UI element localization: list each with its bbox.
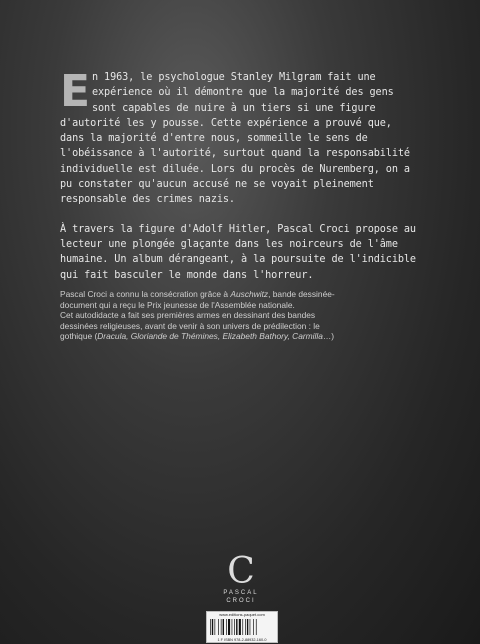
bio-text: Cet autodidacte a fait ses premières armes en dessinant des bandes dessinées religieuses, avant de venir à son univers de prédilection : le gothique (	[60, 310, 320, 342]
drop-cap: E	[60, 66, 90, 117]
synopsis-text-1: n 1963, le psychologue Stanley Milgram fait une expérience où il démontre que la majorité des gens sont capables de nuire à un tiers si une figure d'autorité les y pousse. Cette expérience a prouvé que, dans la majorité d'entre nous, sommeille le sens de l'obéissance à l'autorité, surtout quand la responsabilité individuelle est diluée. Lors du procès de Nuremberg, on a pu constater qu'aucun accusé ne se voyait pleinement responsable des crimes nazis.	[60, 72, 410, 206]
publisher-url: www.editions-paquet.com	[219, 612, 265, 617]
author-bio	[60, 289, 340, 342]
synopsis-paragraph-2	[60, 222, 420, 283]
bio-text: , bande dessinée-document qui a reçu le Prix jeunesse de l'Assemblée nationale.	[60, 289, 335, 310]
bio-titles: Dracula, Gloriande de Thémines, Elizabeth Bathory, Carmilla	[97, 331, 323, 342]
logo-name-top: PASCAL	[223, 590, 259, 596]
isbn-number: ISBN 978-2-88932-160-0	[224, 638, 267, 642]
barcode-box	[206, 611, 278, 643]
barcode-icon	[210, 619, 274, 635]
author-logo	[219, 551, 263, 605]
bio-paragraph-2	[60, 310, 340, 342]
synopsis	[60, 66, 420, 297]
isbn-text	[207, 638, 277, 642]
synopsis-text-2: À travers la figure d'Adolf Hitler, Pascal Croci propose au lecteur une plongée glaçante dans les noirceurs de l'âme humaine. Un album dérangeant, à la poursuite de l'indicible qui fait basculer le monde dans l'horreur.	[60, 223, 416, 281]
logo-glyph-icon: C	[227, 551, 255, 592]
synopsis-paragraph-1	[60, 66, 420, 208]
bio-text: …)	[322, 331, 335, 342]
logo-name-bottom: CROCI	[226, 598, 256, 604]
bio-title: Auschwitz	[230, 289, 269, 299]
price-code: 1 F	[217, 638, 223, 642]
bio-paragraph-1	[60, 289, 340, 310]
bio-text: Pascal Croci a connu la consécration grâce à	[60, 289, 231, 299]
